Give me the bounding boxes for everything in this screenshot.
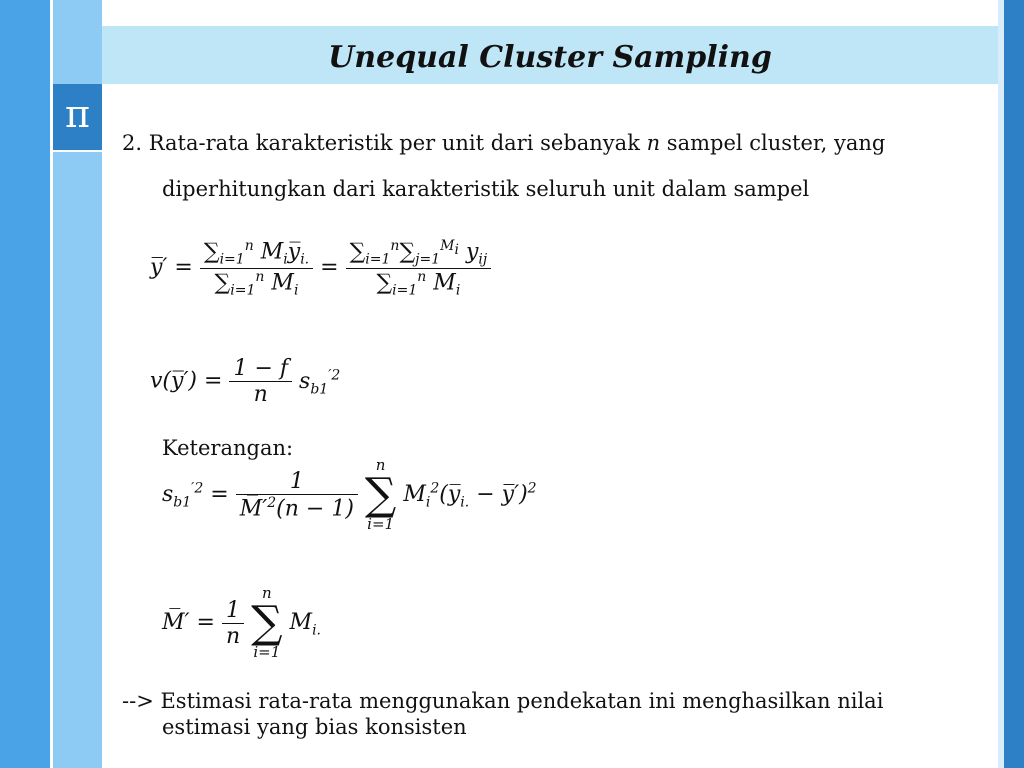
para-line1-a: 2. Rata-rata karakteristik per unit dari sebanyak (122, 131, 647, 155)
title-bar (102, 26, 998, 84)
formula-variance: v(y̅̅′) = $\frac{1 - f}{n}$ $s_{b1}^{'2}$ (150, 356, 341, 407)
slide-title: Unequal Cluster Sampling (328, 40, 772, 75)
paragraph-point-2 (122, 120, 962, 212)
pi-divider (53, 150, 102, 152)
conclusion-text (122, 688, 962, 740)
left-stripe-dark (0, 0, 50, 768)
conclusion-line1: --> Estimasi rata-rata menggunakan pendekatan ini menghasilkan nilai (122, 689, 884, 713)
formula-mean-estimator: y̅̅′ = $\frac{\sum_{i=1}^n M_iy̅_{i.}}{\sum_{i=1}^n M_i}$ = $\frac{\sum_{i=1}^n\sum_{j=1}^{M_i} y_{ij}}{\sum_{i=1}^n M_i}$ (150, 238, 491, 298)
right-stripe-dark (1004, 0, 1024, 768)
para-var-n: n (646, 131, 661, 155)
para-line1-b: sampel cluster, yang (660, 131, 886, 155)
pi-icon: π (65, 92, 90, 136)
formula-mean-cluster-size: M̅′ = $\frac{1}{n}$ n ∑ i=1 $M_{i.}$ (162, 584, 322, 661)
formula-sb1-squared: $s_{b1}^{'2}$ = $\frac{1}{M̅'^2(n - 1)}$ n ∑ i=1 $M_i^2(y̅_{i.}$ − y̅̅′)$^2$ (162, 456, 537, 533)
para-line2: diperhitungkan dari karakteristik seluruh unit dalam sampel (162, 177, 810, 201)
pi-badge (53, 84, 102, 150)
conclusion-line2: estimasi yang bias konsisten (162, 715, 467, 739)
keterangan-label: Keterangan: (162, 436, 294, 460)
